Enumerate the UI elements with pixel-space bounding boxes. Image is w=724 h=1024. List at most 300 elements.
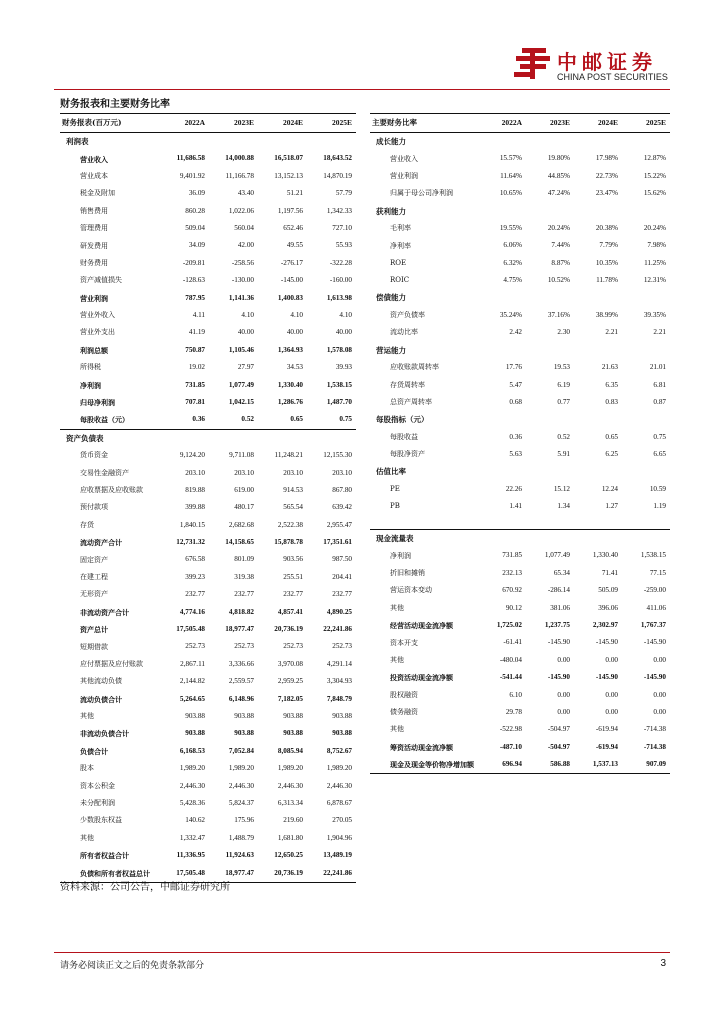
row-value: -487.10 — [499, 742, 522, 751]
table-row — [60, 830, 356, 847]
table-row — [60, 725, 356, 742]
table-row — [60, 150, 356, 167]
row-value: 903.88 — [185, 729, 205, 738]
header-year: 2022A — [160, 114, 209, 133]
row-value — [622, 290, 670, 307]
row-value: 2,446.30 — [326, 781, 352, 790]
row-label: 货币资金 — [80, 451, 108, 460]
row-label: 财务费用 — [80, 258, 108, 267]
row-label: PE — [390, 485, 400, 493]
table-row — [370, 359, 670, 376]
row-value: 1,400.83 — [277, 293, 303, 302]
row-value: 6,878.67 — [326, 798, 352, 807]
row-label: PB — [390, 502, 400, 511]
header-label: 主要财务比率 — [370, 114, 478, 133]
row-value — [526, 411, 574, 428]
row-value: 203.10 — [234, 468, 254, 477]
row-value: 1.41 — [509, 502, 522, 511]
row-value: 1,330.40 — [592, 551, 618, 560]
row-value: 7.98% — [647, 241, 666, 250]
row-value: -145.90 — [595, 638, 618, 647]
row-value: 20.24% — [547, 224, 570, 233]
row-value: 3,304.93 — [326, 677, 352, 686]
row-label: 营运资本变动 — [390, 586, 432, 595]
row-value: 8.87% — [551, 258, 570, 267]
header-year: 2023E — [526, 114, 574, 133]
table-row — [60, 168, 356, 185]
row-value: 2,446.30 — [228, 781, 254, 790]
row-value: 1,681.80 — [277, 833, 303, 842]
table-row — [370, 394, 670, 411]
table-row — [370, 565, 670, 582]
row-value: -145.90 — [595, 673, 618, 682]
header-year: 2024E — [258, 114, 307, 133]
financial-ratios-table — [370, 113, 670, 516]
table-row — [370, 150, 670, 167]
row-value: 2.21 — [605, 328, 618, 337]
row-value: -276.17 — [280, 258, 303, 267]
section-row — [370, 342, 670, 359]
row-label: 现金流量表 — [370, 530, 478, 548]
table-row — [60, 743, 356, 760]
table-row — [60, 847, 356, 864]
row-label: 资产总计 — [80, 625, 108, 635]
row-label: 营业利润 — [80, 293, 108, 303]
table-row — [60, 185, 356, 202]
row-label: 存货周转率 — [390, 380, 425, 389]
row-value: 565.54 — [283, 503, 303, 512]
section-row — [370, 411, 670, 428]
row-value: 11,924.63 — [225, 851, 254, 860]
row-value — [574, 133, 622, 151]
row-value: 319.38 — [234, 572, 254, 581]
row-value: 42.00 — [237, 241, 254, 250]
table-row — [370, 547, 670, 564]
row-value: 987.50 — [332, 555, 352, 564]
row-value: 270.05 — [332, 816, 352, 825]
row-value: 1.34 — [557, 502, 570, 511]
row-value: 252.73 — [332, 642, 352, 651]
row-label: 营业利润 — [390, 171, 418, 180]
row-value: 252.73 — [234, 642, 254, 651]
row-value: 727.10 — [332, 224, 352, 233]
row-label: 营业外收入 — [80, 311, 115, 320]
row-value: 15.62% — [643, 189, 666, 198]
row-value: 14,158.65 — [225, 538, 254, 547]
row-value: 7,182.05 — [277, 694, 303, 703]
row-label: 每股收益 — [390, 432, 418, 441]
row-label: 净利率 — [390, 241, 411, 250]
row-value: 1,077.49 — [544, 551, 570, 560]
table-row — [370, 376, 670, 393]
table-row — [60, 760, 356, 777]
row-value: 3,336.66 — [228, 659, 254, 668]
row-value — [622, 463, 670, 480]
row-value: 7.44% — [551, 241, 570, 250]
row-value: 1,725.02 — [496, 621, 522, 630]
row-value: 1,989.20 — [179, 764, 205, 773]
row-value: -259.00 — [643, 586, 666, 595]
row-value: 6.06% — [503, 241, 522, 250]
row-label: 流动资产合计 — [80, 538, 122, 548]
row-value: 903.88 — [283, 711, 303, 720]
row-value: 1,487.70 — [326, 397, 352, 406]
row-value: 34.53 — [286, 363, 303, 372]
row-label: 负债和所有者权益总计 — [60, 864, 160, 882]
header-label: 财务报表(百万元) — [60, 114, 160, 133]
row-value: 707.81 — [185, 397, 205, 406]
table-row — [370, 446, 670, 463]
table-row — [60, 586, 356, 603]
row-value: 7,052.84 — [228, 746, 254, 755]
row-value: 0.36 — [192, 415, 205, 424]
row-value: 0.00 — [653, 690, 666, 699]
row-value: -145.90 — [547, 673, 570, 682]
row-value — [622, 133, 670, 151]
row-value: 0.00 — [605, 708, 618, 716]
row-value: 37.16% — [547, 311, 570, 319]
row-value: 670.92 — [502, 586, 522, 595]
row-value: 696.94 — [478, 756, 526, 774]
row-label: 毛利率 — [390, 224, 411, 233]
header-year: 2023E — [209, 114, 258, 133]
row-label: 所得税 — [80, 363, 101, 372]
row-label: 流动比率 — [390, 328, 418, 337]
row-label: 应收账款周转率 — [390, 363, 439, 372]
table-row — [60, 342, 356, 359]
row-value: 23.47% — [595, 189, 618, 198]
row-value: -61.41 — [503, 638, 522, 647]
row-value: 2,682.68 — [228, 520, 254, 529]
row-label: 其他 — [390, 725, 404, 734]
row-value: 7,848.79 — [326, 694, 352, 703]
row-value: 801.09 — [234, 555, 254, 564]
row-value: 203.10 — [332, 468, 352, 477]
row-label: 非流动资产合计 — [80, 607, 129, 617]
table-row — [370, 652, 670, 669]
row-value: 10.52% — [547, 276, 570, 285]
row-value: 19.55% — [499, 224, 522, 233]
table-row — [370, 739, 670, 756]
row-value: 2,446.30 — [179, 781, 205, 790]
row-label: 资本公积金 — [80, 781, 115, 790]
row-value: 0.87 — [653, 397, 666, 406]
table-row — [60, 307, 356, 324]
row-value: 12.24 — [601, 484, 618, 493]
row-value — [526, 290, 574, 307]
row-value: 2.30 — [557, 328, 570, 337]
row-value: 19.02 — [188, 363, 205, 372]
disclaimer-footer: 请务必阅读正文之后的免责条款部分 — [60, 961, 205, 971]
row-label: 其他流动负债 — [80, 677, 122, 686]
table-row — [60, 656, 356, 673]
row-label: 获利能力 — [376, 206, 406, 216]
row-value: 4,291.14 — [326, 659, 352, 668]
row-value — [574, 530, 622, 548]
table-row — [60, 376, 356, 393]
row-value: 2,559.57 — [228, 677, 254, 686]
table-header-row — [370, 114, 670, 133]
row-value: 2,955.47 — [326, 520, 352, 529]
row-value: 2.21 — [653, 328, 666, 337]
row-value: 12.31% — [643, 276, 666, 285]
brand-logo — [513, 46, 698, 86]
row-value: 3,970.08 — [277, 659, 303, 668]
row-value: 34.09 — [188, 241, 205, 250]
table-row — [370, 669, 670, 686]
row-label: 营业成本 — [80, 171, 108, 180]
row-value: 40.00 — [335, 328, 352, 337]
cash-flow-table — [370, 529, 670, 774]
row-label: 存货 — [80, 520, 94, 529]
table-row — [60, 255, 356, 272]
row-value: 40.00 — [286, 328, 303, 337]
row-value: 509.04 — [185, 224, 205, 233]
row-value: 1,840.15 — [179, 520, 205, 529]
row-value — [478, 463, 526, 480]
table-row — [60, 324, 356, 341]
row-value: 22.73% — [595, 171, 618, 180]
row-value: 1.27 — [605, 502, 618, 511]
table-row — [370, 498, 670, 515]
row-value: 6,168.53 — [179, 746, 205, 755]
row-value — [574, 463, 622, 480]
row-value: 12.87% — [643, 154, 666, 163]
row-value: 20.24% — [643, 224, 666, 233]
row-value: 29.78 — [505, 708, 522, 716]
row-value: 16,518.07 — [274, 154, 303, 163]
row-label: 应收票据及应收账款 — [80, 486, 143, 494]
row-value — [209, 429, 258, 447]
header-year: 2022A — [478, 114, 526, 133]
row-label: 归母净利润 — [80, 398, 115, 408]
row-value: 38.99% — [595, 311, 618, 319]
table-row — [60, 673, 356, 690]
row-label: 利润表 — [66, 136, 89, 146]
source-note: 资料来源：公司公告，中邮证券研究所 — [60, 882, 230, 893]
row-label: ROIC — [390, 276, 410, 285]
section-row — [370, 133, 670, 151]
row-value: 15.12 — [553, 484, 570, 493]
table-row — [370, 168, 670, 185]
row-value — [478, 411, 526, 428]
row-value: 90.12 — [505, 603, 522, 612]
row-value — [526, 342, 574, 359]
row-value: 0.36 — [509, 432, 522, 441]
table-row — [370, 600, 670, 617]
row-value: 55.93 — [335, 241, 352, 250]
row-label: 筹资活动现金流净额 — [390, 742, 453, 752]
row-value: 5.47 — [509, 380, 522, 389]
row-value: 17,505.48 — [176, 625, 205, 634]
row-label: 股权融资 — [390, 690, 418, 699]
row-value: -714.38 — [643, 742, 666, 751]
row-value: -322.28 — [329, 258, 352, 267]
table-row — [370, 687, 670, 704]
row-value: 411.06 — [646, 603, 666, 612]
table-row — [60, 220, 356, 237]
row-value — [574, 290, 622, 307]
row-value: 399.88 — [185, 503, 205, 512]
row-value: -128.63 — [182, 276, 205, 285]
row-value: 40.00 — [237, 328, 254, 337]
footer-divider — [54, 952, 670, 953]
row-value: 619.00 — [234, 485, 254, 494]
row-value — [526, 203, 574, 220]
row-label: 估值比率 — [376, 467, 406, 477]
row-value: 505.09 — [598, 586, 618, 595]
row-value: 255.51 — [283, 572, 303, 581]
row-value: 903.88 — [332, 729, 352, 738]
section-row — [370, 463, 670, 480]
table-row — [370, 185, 670, 202]
row-value: 39.35% — [643, 311, 666, 319]
table-row — [60, 551, 356, 568]
row-value: 1,989.20 — [326, 764, 352, 773]
row-label: 总资产周转率 — [390, 398, 432, 407]
table-row — [60, 203, 356, 220]
row-value: 1.19 — [653, 502, 666, 511]
row-value: 4.10 — [339, 311, 352, 319]
row-value: 1,286.76 — [277, 397, 303, 406]
row-value: 6,148.96 — [228, 694, 254, 703]
section-title: 财务报表和主要财务比率 — [60, 99, 170, 110]
table-row — [60, 569, 356, 586]
row-value: 676.58 — [185, 555, 205, 564]
row-value: 1,077.49 — [228, 380, 254, 389]
row-value — [478, 530, 526, 548]
row-value: -286.14 — [547, 586, 570, 595]
row-value: 11,166.78 — [225, 171, 254, 180]
row-value — [526, 463, 574, 480]
row-value: 5,824.37 — [228, 798, 254, 807]
row-label: 其他 — [390, 603, 404, 612]
row-value: 232.13 — [502, 568, 522, 577]
row-label: 成长能力 — [376, 136, 406, 146]
row-value: 903.88 — [234, 729, 254, 738]
row-label: 净利润 — [390, 551, 411, 560]
row-value: 203.10 — [185, 468, 205, 477]
row-value: 39.93 — [335, 363, 352, 372]
row-value: 1,537.13 — [574, 756, 622, 774]
row-value: 232.77 — [185, 590, 205, 599]
row-value: 19.53 — [553, 363, 570, 372]
row-value: 12,731.32 — [176, 538, 205, 547]
table-row — [60, 464, 356, 481]
row-value: 6.19 — [557, 380, 570, 389]
row-value: 232.77 — [283, 590, 303, 599]
row-value: 0.00 — [557, 655, 570, 664]
row-label: 营业外支出 — [80, 328, 115, 337]
table-row — [60, 482, 356, 499]
row-value: 6.32% — [503, 258, 522, 267]
table-row — [370, 324, 670, 341]
row-value: 586.88 — [526, 756, 574, 774]
row-value: 731.85 — [185, 380, 205, 389]
row-label: 交易性金融资产 — [80, 468, 129, 477]
row-value: 652.46 — [283, 224, 303, 233]
row-value — [307, 133, 356, 151]
row-label: 非流动负债合计 — [80, 729, 129, 739]
row-value: 750.87 — [185, 345, 205, 354]
row-value: 2,867.11 — [180, 659, 205, 668]
row-value: 0.52 — [557, 432, 570, 441]
section-row — [60, 133, 356, 151]
row-value: 907.09 — [622, 756, 670, 774]
financial-statements-table — [60, 113, 356, 883]
row-value: 41.19 — [188, 328, 205, 337]
row-label: 每股指标（元） — [376, 415, 429, 425]
row-value — [478, 342, 526, 359]
table-row — [60, 237, 356, 254]
row-value: 1,042.15 — [228, 397, 254, 406]
row-value: 5.63 — [509, 450, 522, 459]
row-value: 1,904.96 — [326, 833, 352, 842]
row-value: 17.98% — [595, 154, 618, 163]
row-value: -209.81 — [182, 258, 205, 267]
row-value: 1,613.98 — [326, 293, 352, 302]
row-value: 1,022.06 — [228, 206, 254, 215]
row-value: 1,989.20 — [277, 764, 303, 773]
table-row — [60, 499, 356, 516]
row-value: 0.65 — [605, 432, 618, 441]
row-value: 17,505.48 — [160, 864, 209, 882]
row-value — [622, 342, 670, 359]
row-value — [526, 133, 574, 151]
row-value: 903.88 — [283, 729, 303, 738]
row-value: 203.10 — [283, 468, 303, 477]
row-value: 17.76 — [505, 363, 522, 372]
row-value: -145.90 — [547, 638, 570, 647]
row-value: 18,977.47 — [209, 864, 258, 882]
row-value: 1,105.46 — [228, 345, 254, 354]
row-value: 71.41 — [601, 568, 618, 577]
section-row — [370, 530, 670, 548]
table-row — [370, 721, 670, 738]
row-value: 1,332.47 — [179, 833, 205, 842]
table-row — [370, 617, 670, 634]
section-row — [370, 203, 670, 220]
row-value: 1,364.93 — [277, 345, 303, 354]
page-number: 3 — [660, 958, 666, 969]
row-value: 860.28 — [185, 206, 205, 215]
row-value: 22,241.86 — [323, 625, 352, 634]
row-value: 560.04 — [234, 224, 254, 233]
row-value: 1,538.15 — [326, 380, 352, 389]
row-value: 903.56 — [283, 555, 303, 564]
table-row — [60, 290, 356, 307]
row-value: 0.52 — [241, 415, 254, 424]
table-row — [60, 447, 356, 464]
row-value: 1,237.75 — [544, 621, 570, 630]
row-value: -145.00 — [280, 276, 303, 285]
row-value: 480.17 — [234, 503, 254, 512]
row-value: -160.00 — [329, 276, 352, 285]
row-value — [622, 530, 670, 548]
row-value: -504.97 — [547, 725, 570, 734]
row-value: 819.88 — [185, 485, 205, 494]
brand-name-cn: 中邮证券 — [557, 50, 657, 74]
row-value: 35.24% — [499, 311, 522, 319]
row-value: 252.73 — [185, 642, 205, 651]
row-value: 6.81 — [653, 380, 666, 389]
row-value: 1,538.15 — [640, 551, 666, 560]
table-row — [60, 777, 356, 794]
row-value: 0.75 — [339, 415, 352, 424]
row-value: 14,870.19 — [323, 171, 352, 180]
row-value: 1,767.37 — [640, 621, 666, 630]
row-value: 57.79 — [335, 189, 352, 198]
